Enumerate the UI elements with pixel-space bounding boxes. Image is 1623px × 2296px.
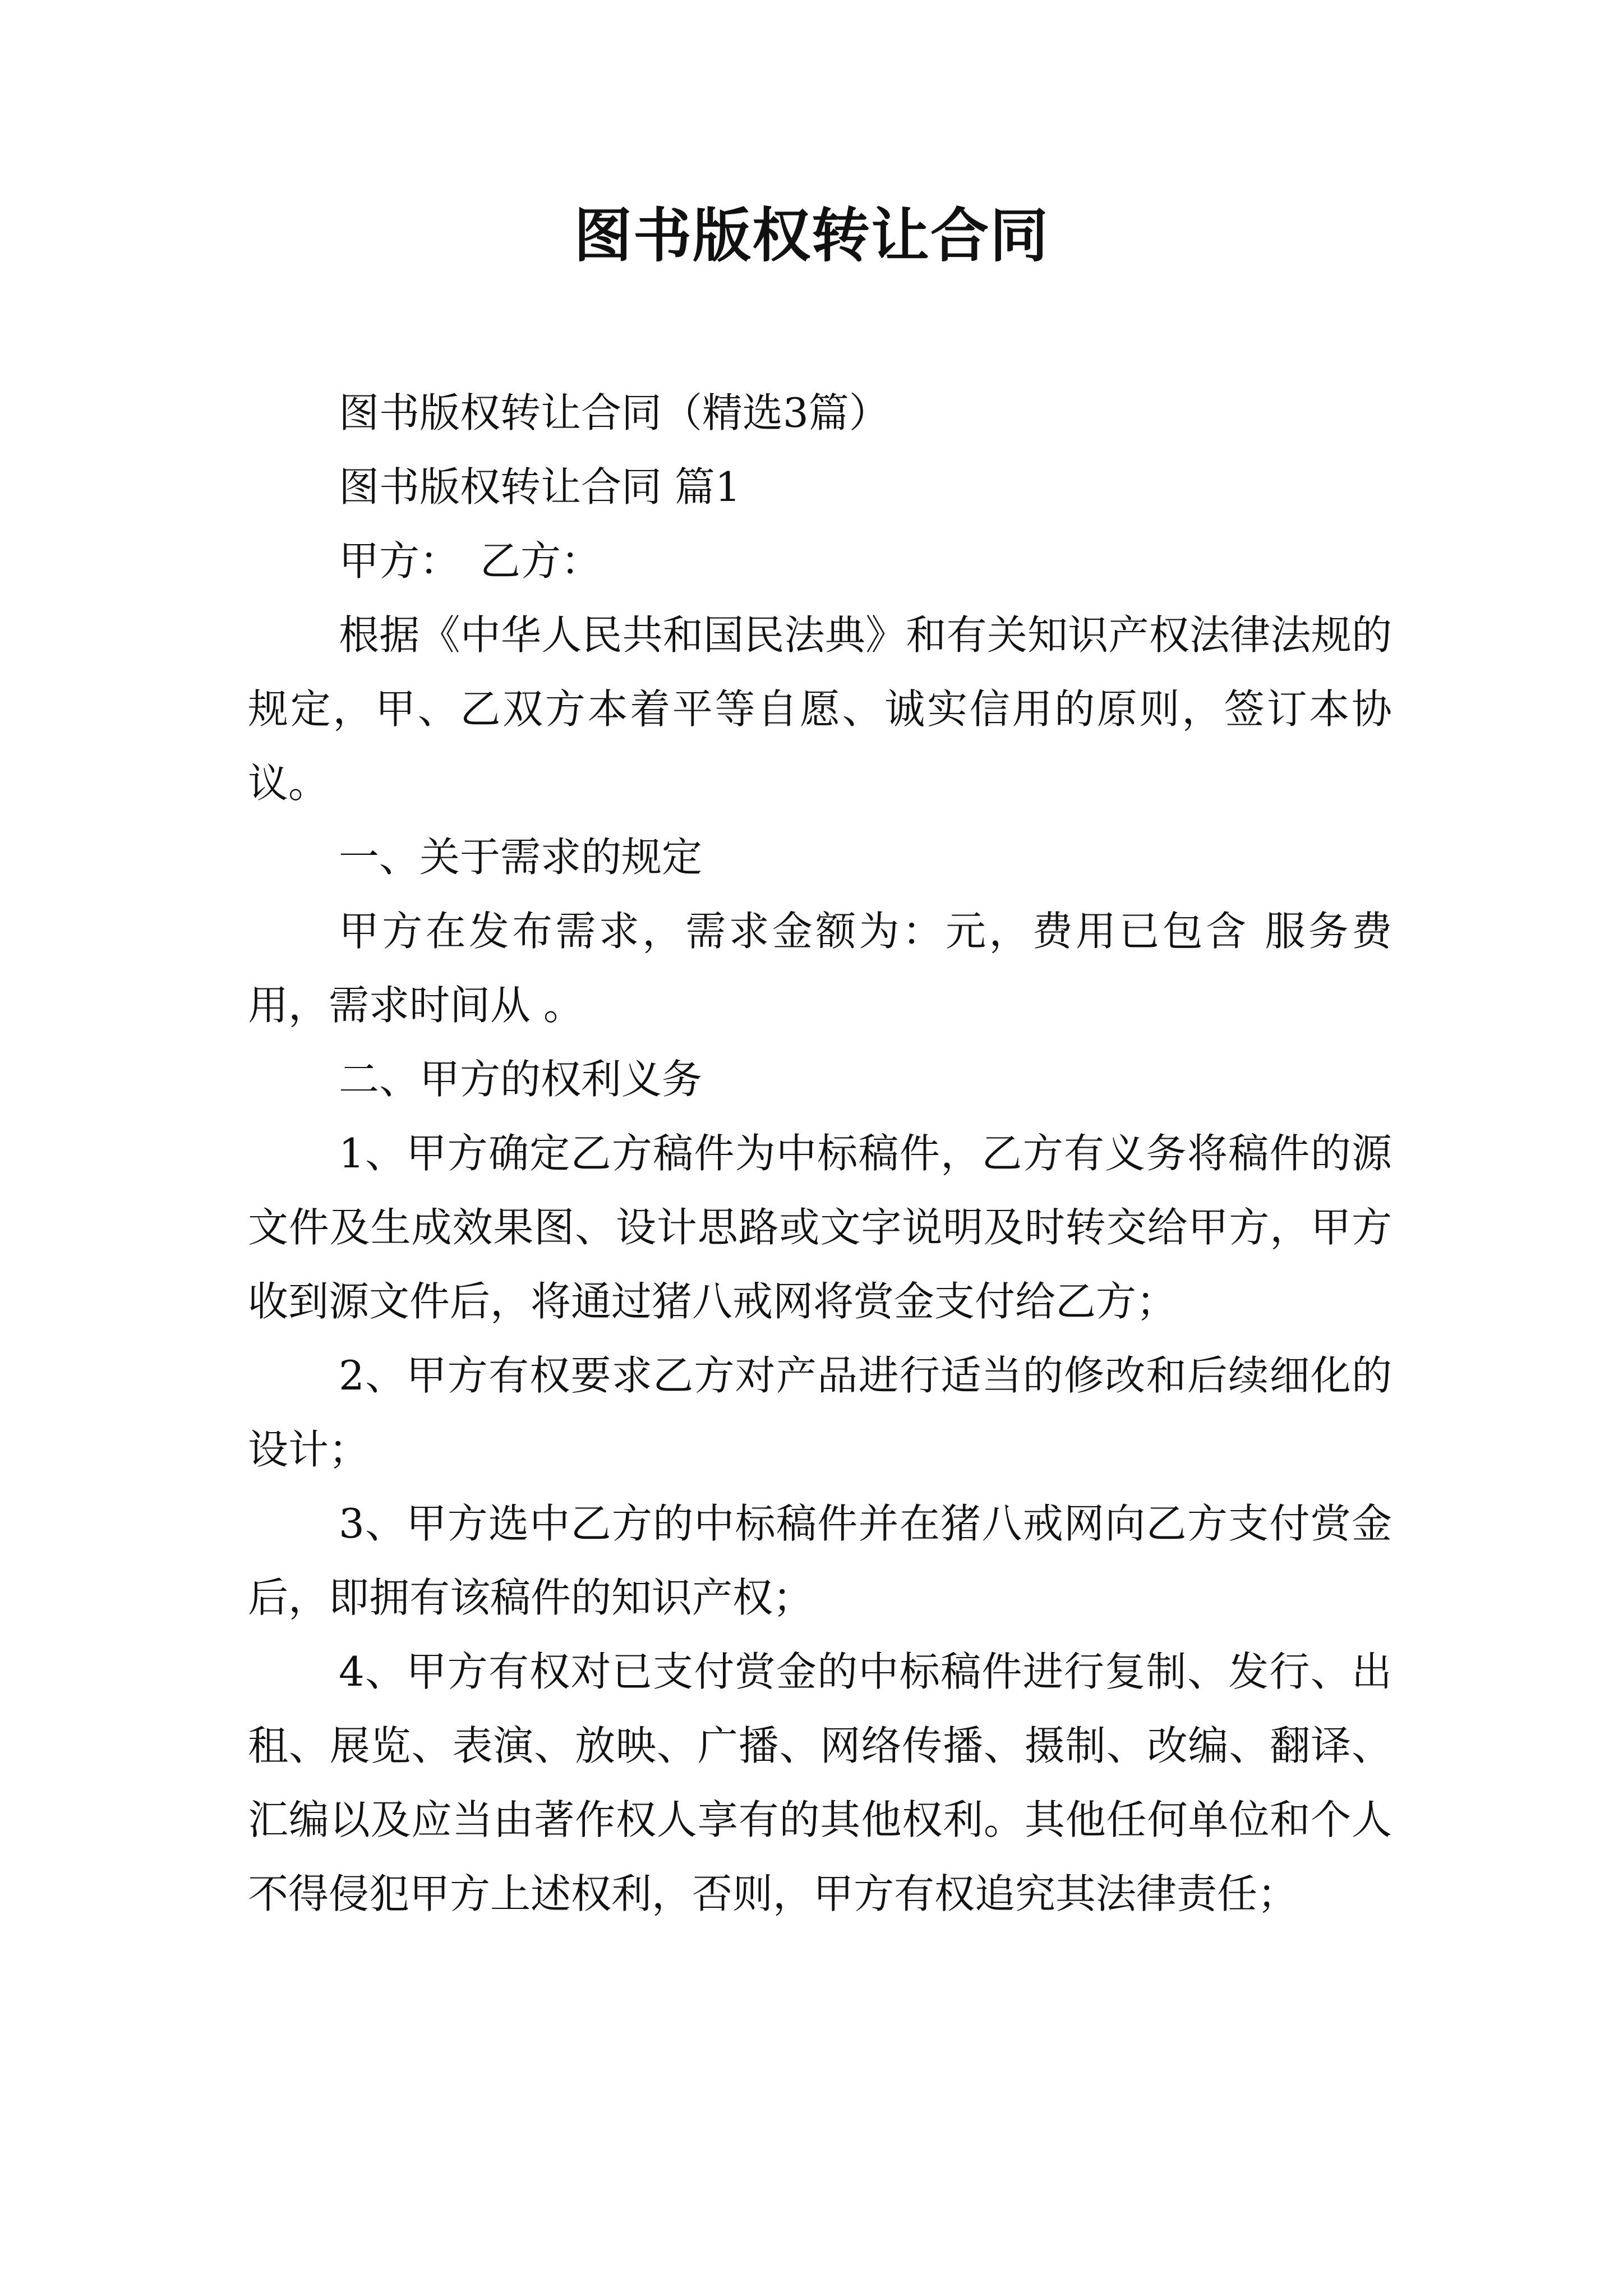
document-body [248, 376, 1392, 1931]
paragraph-clause-2: 2、甲方有权要求乙方对产品进行适当的修改和后续细化的设计； [248, 1352, 1392, 1473]
paragraph-clause-1: 1、甲方确定乙方稿件为中标稿件，乙方有义务将稿件的源文件及生成效果图、设计思路或文字说明及时转交给甲方，甲方收到源文件后，将通过猪八戒网将赏金支付给乙方； [248, 1130, 1392, 1325]
paragraph-heading-2: 二、甲方的权利义务 [339, 1056, 703, 1103]
paragraph-section-heading: 图书版权转让合同 篇1 [339, 463, 741, 510]
paragraph-clause-4: 4、甲方有权对已支付赏金的中标稿件进行复制、发行、出租、展览、表演、放映、广播、网络传播、摄制、改编、翻译、汇编以及应当由著作权人享有的其他权利。其他任何单位和个人不得侵犯甲方上述权利，否则，甲方有权追究其法律责任； [248, 1648, 1392, 1917]
paragraph-demand: 甲方在发布需求，需求金额为：元，费用已包含 服务费用，需求时间从 。 [248, 908, 1392, 1029]
document-title: 图书版权转让合同 [573, 201, 1049, 270]
paragraph-subtitle: 图书版权转让合同（精选3篇） [339, 389, 889, 436]
paragraph-clause-3: 3、甲方选中乙方的中标稿件并在猪八戒网向乙方支付赏金后，即拥有该稿件的知识产权； [248, 1500, 1392, 1621]
paragraph-heading-1: 一、关于需求的规定 [339, 834, 703, 881]
paragraph-preamble: 根据《中华人民共和国民法典》和有关知识产权法律法规的规定，甲、乙双方本着平等自愿、诚实信用的原则，签订本协议。 [248, 611, 1392, 807]
paragraph-parties: 甲方： 乙方： [339, 537, 602, 585]
